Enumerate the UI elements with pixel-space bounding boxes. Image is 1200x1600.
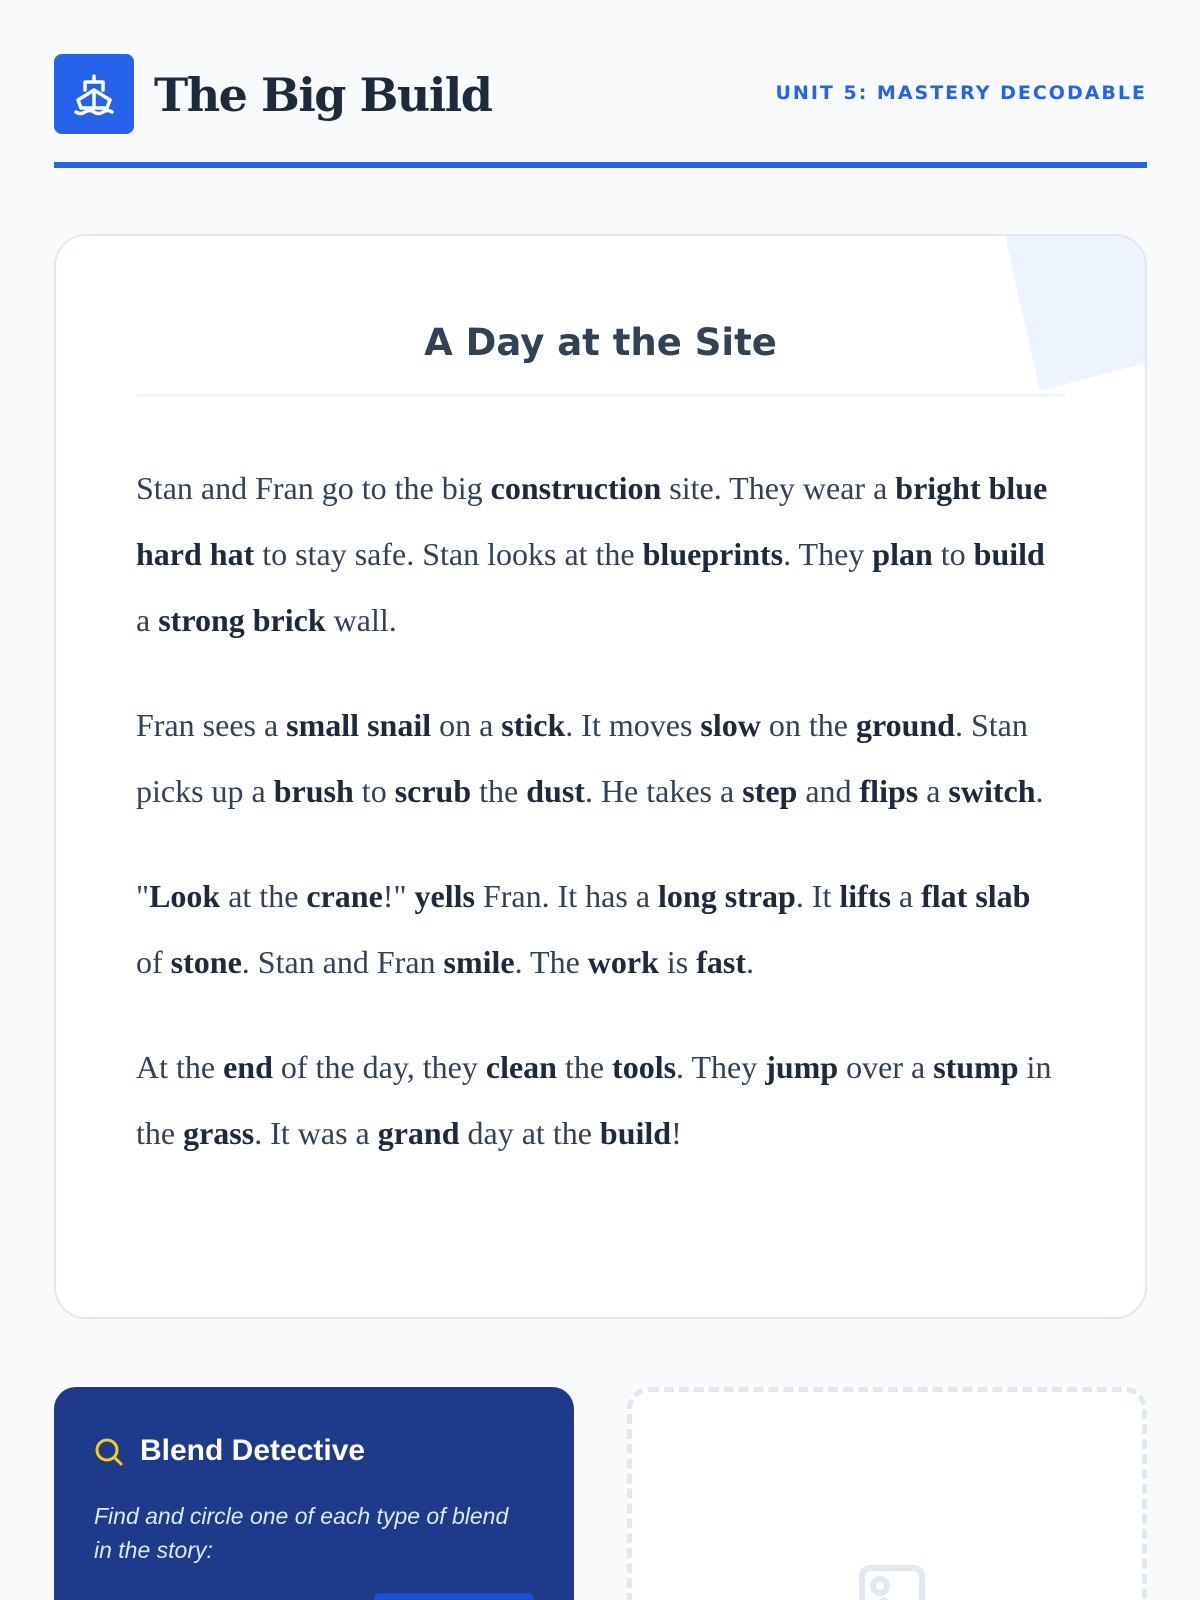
- story-text: . It moves: [565, 707, 701, 743]
- decodable-word: stick: [501, 707, 566, 743]
- story-text: site. They wear a: [661, 470, 896, 506]
- decodable-word: plan: [872, 536, 933, 572]
- image-icon: [858, 1564, 926, 1600]
- decodable-word: lifts: [839, 878, 891, 914]
- story-text: on a: [431, 707, 502, 743]
- decodable-word: grand: [377, 1115, 460, 1151]
- decodable-word: clean: [485, 1049, 557, 1085]
- decodable-word: ground: [855, 707, 955, 743]
- image-placeholder: [627, 1387, 1147, 1600]
- story-text: and: [797, 773, 860, 809]
- story-text: wall.: [325, 602, 397, 638]
- story-text: . They: [676, 1049, 766, 1085]
- story-title: A Day at the Site: [424, 321, 777, 364]
- story-text: ": [136, 878, 150, 914]
- decodable-word: build: [973, 536, 1045, 572]
- story-text: a: [136, 602, 159, 638]
- story-paragraph: [136, 692, 1065, 824]
- blend-detective-instructions: Find and circle one of each type of blend in the story:: [94, 1503, 509, 1563]
- decodable-word: work: [587, 944, 659, 980]
- story-text: . The: [514, 944, 588, 980]
- title-divider: [136, 394, 1065, 397]
- decodable-word: crane: [306, 878, 383, 914]
- story-text: of the day, they: [272, 1049, 486, 1085]
- decodable-word: flat slab: [921, 878, 1031, 914]
- decodable-word: stone: [170, 944, 242, 980]
- story-text: . Stan and Fran: [241, 944, 444, 980]
- decodable-word: tools: [612, 1049, 677, 1085]
- story-card: [54, 234, 1147, 1319]
- story-text: . Stan picks up a: [136, 707, 1028, 809]
- story-text: to: [932, 536, 974, 572]
- story-text: the: [471, 773, 527, 809]
- decodable-word: long strap: [658, 878, 796, 914]
- decodable-word: flips: [859, 773, 919, 809]
- blend-detective-panel: [54, 1387, 574, 1600]
- page-header: [54, 54, 1147, 168]
- story-text: . He takes a: [584, 773, 743, 809]
- decodable-word: end: [223, 1049, 273, 1085]
- decodable-word: smile: [443, 944, 515, 980]
- decodable-word: Look: [149, 878, 221, 914]
- decodable-word: brush: [273, 773, 354, 809]
- story-paragraph: [136, 455, 1065, 653]
- decodable-word: scrub: [394, 773, 472, 809]
- decodable-word: switch: [948, 773, 1036, 809]
- story-text: .: [746, 944, 754, 980]
- story-text: at the: [220, 878, 307, 914]
- decodable-word: jump: [765, 1049, 839, 1085]
- story-text: the: [556, 1049, 613, 1085]
- decodable-word: build: [599, 1115, 672, 1151]
- app-title: The Big Build: [154, 68, 492, 122]
- story-text: At the: [136, 1049, 224, 1085]
- blend-detective-tab: [374, 1593, 534, 1600]
- story-text: . It: [795, 878, 840, 914]
- decodable-word: step: [742, 773, 798, 809]
- decodable-word: stump: [933, 1049, 1019, 1085]
- story-text: in the: [136, 1049, 1052, 1151]
- story-paragraph: [136, 863, 1065, 995]
- story-text: is: [658, 944, 697, 980]
- story-text: on the: [760, 707, 856, 743]
- story-paragraph: [136, 1034, 1065, 1166]
- story-text: to: [353, 773, 395, 809]
- ship-icon: [54, 54, 134, 134]
- story-text: . They: [783, 536, 873, 572]
- decodable-word: strong brick: [158, 602, 326, 638]
- story-body: [136, 455, 1065, 1205]
- story-text: . It was a: [254, 1115, 378, 1151]
- story-text: over a: [838, 1049, 934, 1085]
- story-text: a: [890, 878, 922, 914]
- story-text: a: [918, 773, 949, 809]
- decodable-word: grass: [183, 1115, 255, 1151]
- decodable-word: bright blue hard hat: [136, 470, 1048, 572]
- decodable-word: small snail: [286, 707, 432, 743]
- unit-label: UNIT 5: MASTERY DECODABLE: [775, 82, 1147, 104]
- decodable-word: dust: [526, 773, 585, 809]
- search-icon: [94, 1437, 124, 1471]
- story-text: day at the: [459, 1115, 600, 1151]
- decodable-word: fast: [696, 944, 746, 980]
- story-text: Fran. It has a: [474, 878, 659, 914]
- decodable-word: construction: [490, 470, 662, 506]
- story-text: !": [382, 878, 415, 914]
- decodable-word: blueprints: [642, 536, 784, 572]
- story-text: Fran sees a: [136, 707, 287, 743]
- story-text: .: [1035, 773, 1044, 809]
- story-text: to stay safe. Stan looks at the: [254, 536, 643, 572]
- decodable-word: yells: [414, 878, 475, 914]
- story-text: !: [671, 1115, 682, 1151]
- story-text: of: [136, 944, 171, 980]
- blend-detective-title: Blend Detective: [140, 1434, 366, 1467]
- story-text: Stan and Fran go to the big: [136, 470, 491, 506]
- decodable-word: slow: [700, 707, 761, 743]
